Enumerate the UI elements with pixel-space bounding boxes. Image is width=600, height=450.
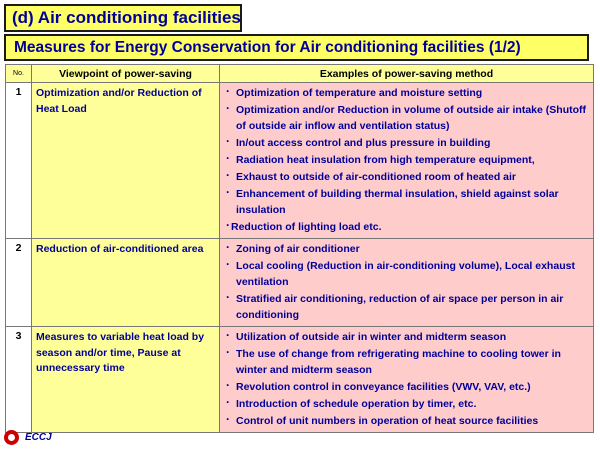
footer bbox=[4, 428, 52, 446]
table-row bbox=[6, 83, 594, 239]
row-number: 1 bbox=[6, 83, 32, 239]
example-item: · Stratified air conditioning, reduction of air space per person in air conditioning bbox=[226, 291, 590, 323]
example-item: · Control of unit numbers in operation of heat source facilities bbox=[226, 413, 590, 429]
row-examples bbox=[220, 327, 594, 433]
example-item: · In/out access control and plus pressure in building bbox=[226, 135, 590, 151]
row-viewpoint: Optimization and/or Reduction of Heat Load bbox=[32, 83, 220, 239]
example-item: · Introduction of schedule operation by timer, etc. bbox=[226, 396, 590, 412]
row-examples bbox=[220, 239, 594, 327]
table-row bbox=[6, 327, 594, 433]
row-viewpoint: Reduction of air-conditioned area bbox=[32, 239, 220, 327]
example-item: · Optimization of temperature and moisture setting bbox=[226, 85, 590, 101]
row-number: 2 bbox=[6, 239, 32, 327]
section-title: (d) Air conditioning facilities bbox=[4, 4, 242, 32]
example-item: · Utilization of outside air in winter and midterm season bbox=[226, 329, 590, 345]
measures-table bbox=[5, 64, 594, 433]
example-item: · Local cooling (Reduction in air-conditioning volume), Local exhaust ventilation bbox=[226, 258, 590, 290]
example-item: · Optimization and/or Reduction in volume of outside air intake (Shutoff of outside air inflow and ventilation status) bbox=[226, 102, 590, 134]
example-item: · Reduction of lighting load etc. bbox=[226, 219, 590, 235]
eccj-logo-icon bbox=[4, 430, 19, 445]
logo-text: ECCJ bbox=[25, 431, 52, 443]
example-item: · The use of change from refrigerating machine to cooling tower in winter and midterm season bbox=[226, 346, 590, 378]
example-item: · Zoning of air conditioner bbox=[226, 241, 590, 257]
header-viewpoint: Viewpoint of power-saving bbox=[32, 65, 220, 83]
example-item: · Radiation heat insulation from high temperature equipment, bbox=[226, 152, 590, 168]
row-number: 3 bbox=[6, 327, 32, 433]
example-item: · Revolution control in conveyance facilities (VWV, VAV, etc.) bbox=[226, 379, 590, 395]
table-row bbox=[6, 239, 594, 327]
slide-title: Measures for Energy Conservation for Air conditioning facilities (1/2) bbox=[4, 34, 589, 61]
table-header-row bbox=[6, 65, 594, 83]
example-item: · Enhancement of building thermal insulation, shield against solar insulation bbox=[226, 186, 590, 218]
header-examples: Examples of power-saving method bbox=[220, 65, 594, 83]
header-no: No. bbox=[6, 65, 32, 83]
row-viewpoint: Measures to variable heat load by season and/or time, Pause at unnecessary time bbox=[32, 327, 220, 433]
example-item: · Exhaust to outside of air-conditioned room of heated air bbox=[226, 169, 590, 185]
row-examples bbox=[220, 83, 594, 239]
